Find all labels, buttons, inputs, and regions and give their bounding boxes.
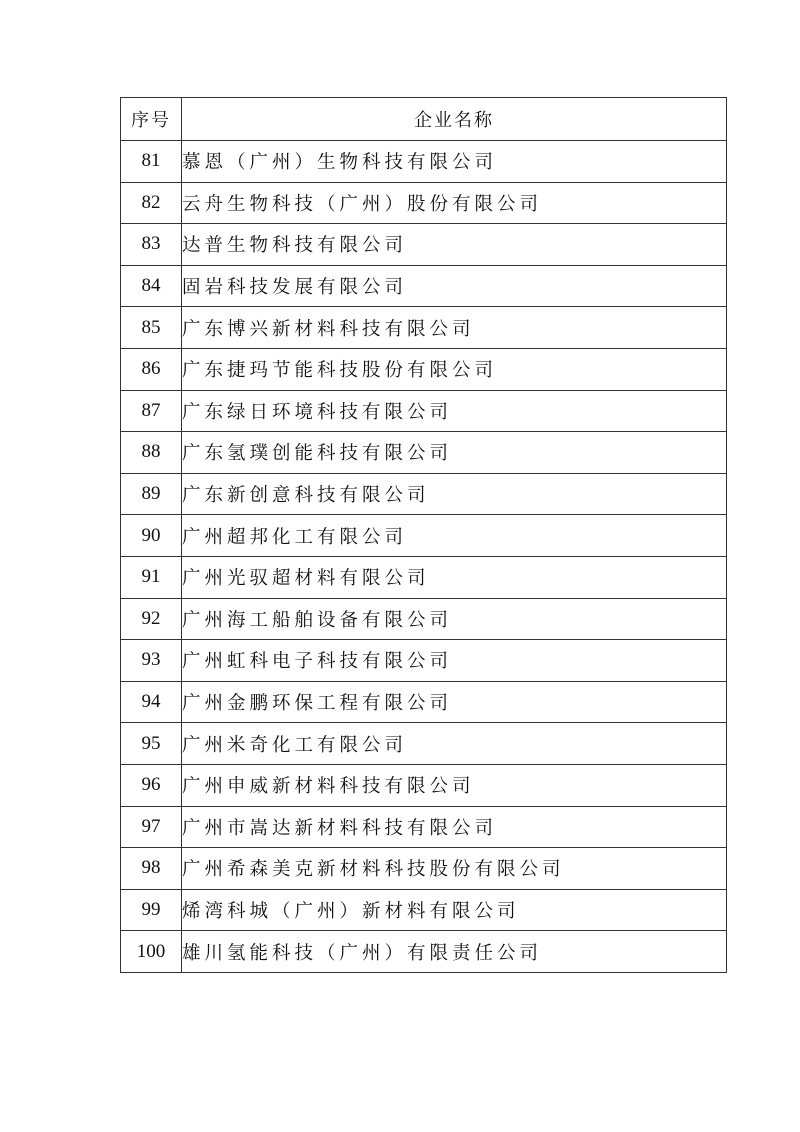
row-company-name: 雄川氢能科技（广州）有限责任公司 [182,931,727,973]
row-company-name: 广东博兴新材料科技有限公司 [182,307,727,349]
table-row [121,515,727,557]
row-index: 83 [121,224,182,266]
row-company-name: 广州超邦化工有限公司 [182,515,727,557]
table-row [121,848,727,890]
row-index: 82 [121,182,182,224]
row-index: 98 [121,848,182,890]
table-row [121,307,727,349]
table-row [121,931,727,973]
table-row [121,598,727,640]
row-index: 92 [121,598,182,640]
row-company-name: 广州海工船舶设备有限公司 [182,598,727,640]
row-company-name: 广东捷玛节能科技股份有限公司 [182,348,727,390]
row-company-name: 慕恩（广州）生物科技有限公司 [182,141,727,183]
row-index: 89 [121,473,182,515]
table-row [121,640,727,682]
table-row [121,224,727,266]
row-company-name: 广州申威新材料科技有限公司 [182,764,727,806]
row-index: 85 [121,307,182,349]
row-index: 99 [121,889,182,931]
row-company-name: 广州米奇化工有限公司 [182,723,727,765]
row-company-name: 广州市嵩达新材料科技有限公司 [182,806,727,848]
row-index: 86 [121,348,182,390]
row-company-name: 广东新创意科技有限公司 [182,473,727,515]
row-index: 90 [121,515,182,557]
row-index: 96 [121,764,182,806]
table-row [121,556,727,598]
row-index: 91 [121,556,182,598]
table-row [121,432,727,474]
row-company-name: 广州光驭超材料有限公司 [182,556,727,598]
table-header-row [121,98,727,141]
row-company-name: 固岩科技发展有限公司 [182,265,727,307]
table-row [121,390,727,432]
row-index: 84 [121,265,182,307]
row-company-name: 广东绿日环境科技有限公司 [182,390,727,432]
row-index: 100 [121,931,182,973]
table-row [121,141,727,183]
header-index: 序号 [121,98,182,141]
table-row [121,681,727,723]
row-index: 95 [121,723,182,765]
table-row [121,348,727,390]
table-row [121,473,727,515]
row-index: 81 [121,141,182,183]
row-company-name: 广州虹科电子科技有限公司 [182,640,727,682]
table-row [121,265,727,307]
row-index: 88 [121,432,182,474]
row-index: 87 [121,390,182,432]
table-row [121,806,727,848]
header-company-name: 企业名称 [182,98,727,141]
row-index: 94 [121,681,182,723]
row-index: 93 [121,640,182,682]
row-company-name: 云舟生物科技（广州）股份有限公司 [182,182,727,224]
table-row [121,889,727,931]
row-company-name: 达普生物科技有限公司 [182,224,727,266]
table-row [121,723,727,765]
row-company-name: 广州金鹏环保工程有限公司 [182,681,727,723]
table-row [121,764,727,806]
row-company-name: 广东氢璞创能科技有限公司 [182,432,727,474]
table-row [121,182,727,224]
row-company-name: 广州希森美克新材料科技股份有限公司 [182,848,727,890]
row-index: 97 [121,806,182,848]
row-company-name: 烯湾科城（广州）新材料有限公司 [182,889,727,931]
company-list-table [120,97,727,973]
